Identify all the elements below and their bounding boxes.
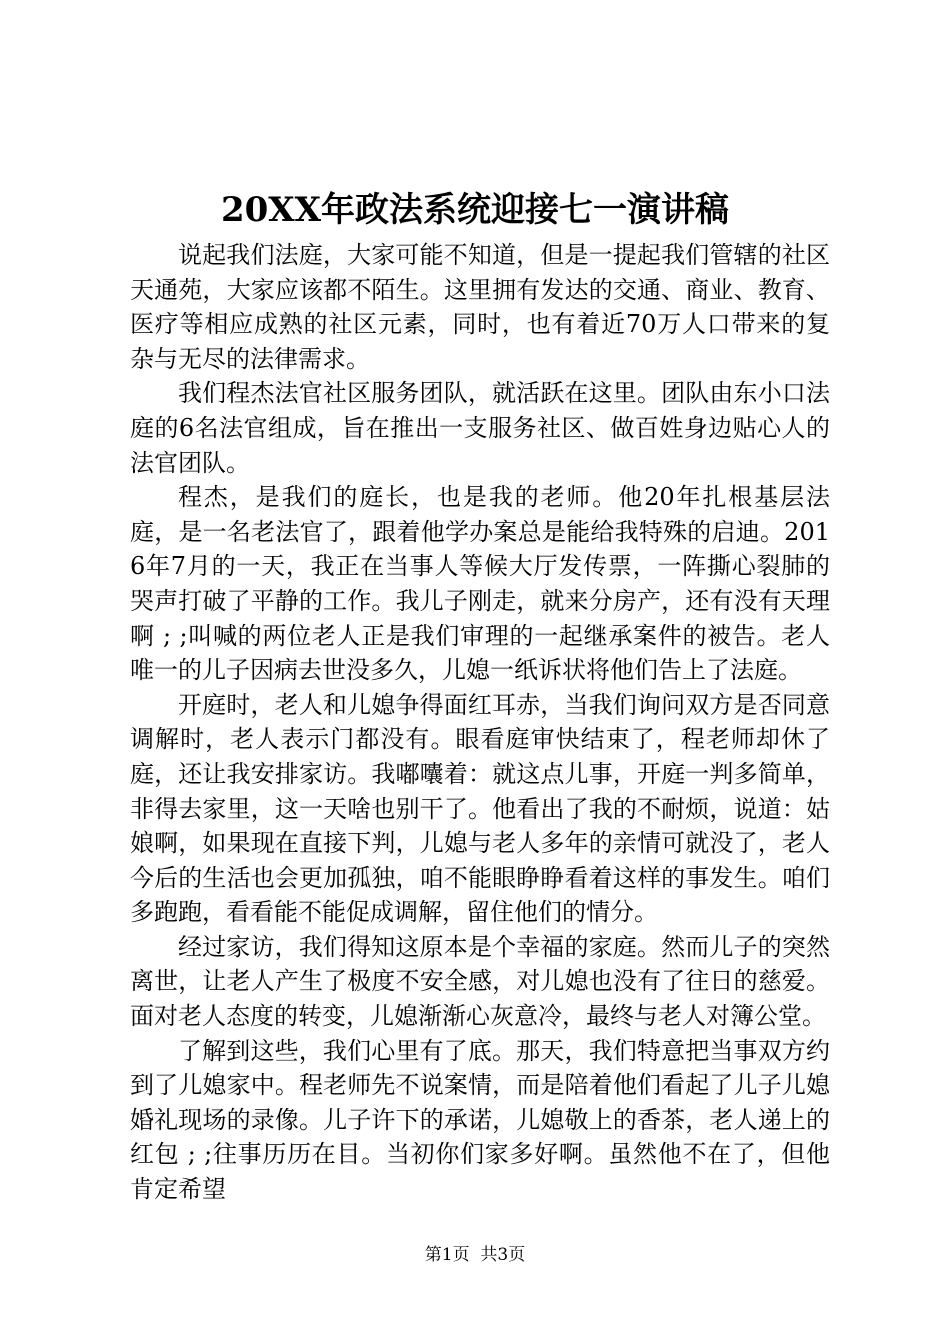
page-footer bbox=[0, 1243, 950, 1267]
paragraph: 我们程杰法官社区服务团队，就活跃在这里。团队由东小口法庭的6名法官组成，旨在推出一支服务社区、做百姓身边贴心人的法官团队。 bbox=[130, 379, 830, 477]
paragraph: 说起我们法庭，大家可能不知道，但是一提起我们管辖的社区天通苑，大家应该都不陌生。这里拥有发达的交通、商业、教育、医疗等相应成熟的社区元素，同时，也有着近70万人口带来的复杂与无尽的法律需求。 bbox=[130, 241, 830, 373]
page-total: 共3页 bbox=[480, 1245, 526, 1265]
page-number: 第1页 bbox=[424, 1245, 470, 1265]
document-body bbox=[130, 238, 830, 1207]
paragraph: 开庭时，老人和儿媳争得面红耳赤，当我们询问双方是否同意调解时，老人表示门都没有。眼看庭审快结束了，程老师却休了庭，还让我安排家访。我嘟囔着：就这点儿事，开庭一判多简单，非得去家里，这一天啥也别干了。他看出了我的不耐烦，说道：姑娘啊，如果现在直接下判，儿媳与老人多年的亲情可就没了，老人今后的生活也会更加孤独，咱不能眼睁睁看着这样的事发生。咱们多跑跑，看看能不能促成调解，留住他们的情分。 bbox=[130, 690, 830, 927]
paragraph: 经过家访，我们得知这原本是个幸福的家庭。然而儿子的突然离世，让老人产生了极度不安全感，对儿媳也没有了往日的慈爱。面对老人态度的转变，儿媳渐渐心灰意冷，最终与老人对簿公堂。 bbox=[130, 932, 830, 1031]
document-title: 20XX年政法系统迎接七一演讲稿 bbox=[220, 190, 730, 230]
paragraph: 了解到这些，我们心里有了底。那天，我们特意把当事双方约到了儿媳家中。程老师先不说案情，而是陪着他们看起了儿子儿媳婚礼现场的录像。儿子许下的承诺，儿媳敬上的香茶，老人递上的红包 ; ;往事历历在目。当初你们家多好啊。虽然他不在了，但他肯定希望 bbox=[130, 1036, 830, 1204]
paragraph: 程杰，是我们的庭长，也是我的老师。他20年扎根基层法庭，是一名老法官了，跟着他学办案总是能给我特殊的启迪。2016年7月的一天，我正在当事人等候大厅发传票，一阵撕心裂肺的哭声打破了平静的工作。我儿子刚走，就来分房产，还有没有天理啊 ; ;叫喊的两位老人正是我们审理的一起继承案件的被告。老人唯一的儿子因病去世没多久，儿媳一纸诉状将他们告上了法庭。 bbox=[130, 483, 830, 685]
